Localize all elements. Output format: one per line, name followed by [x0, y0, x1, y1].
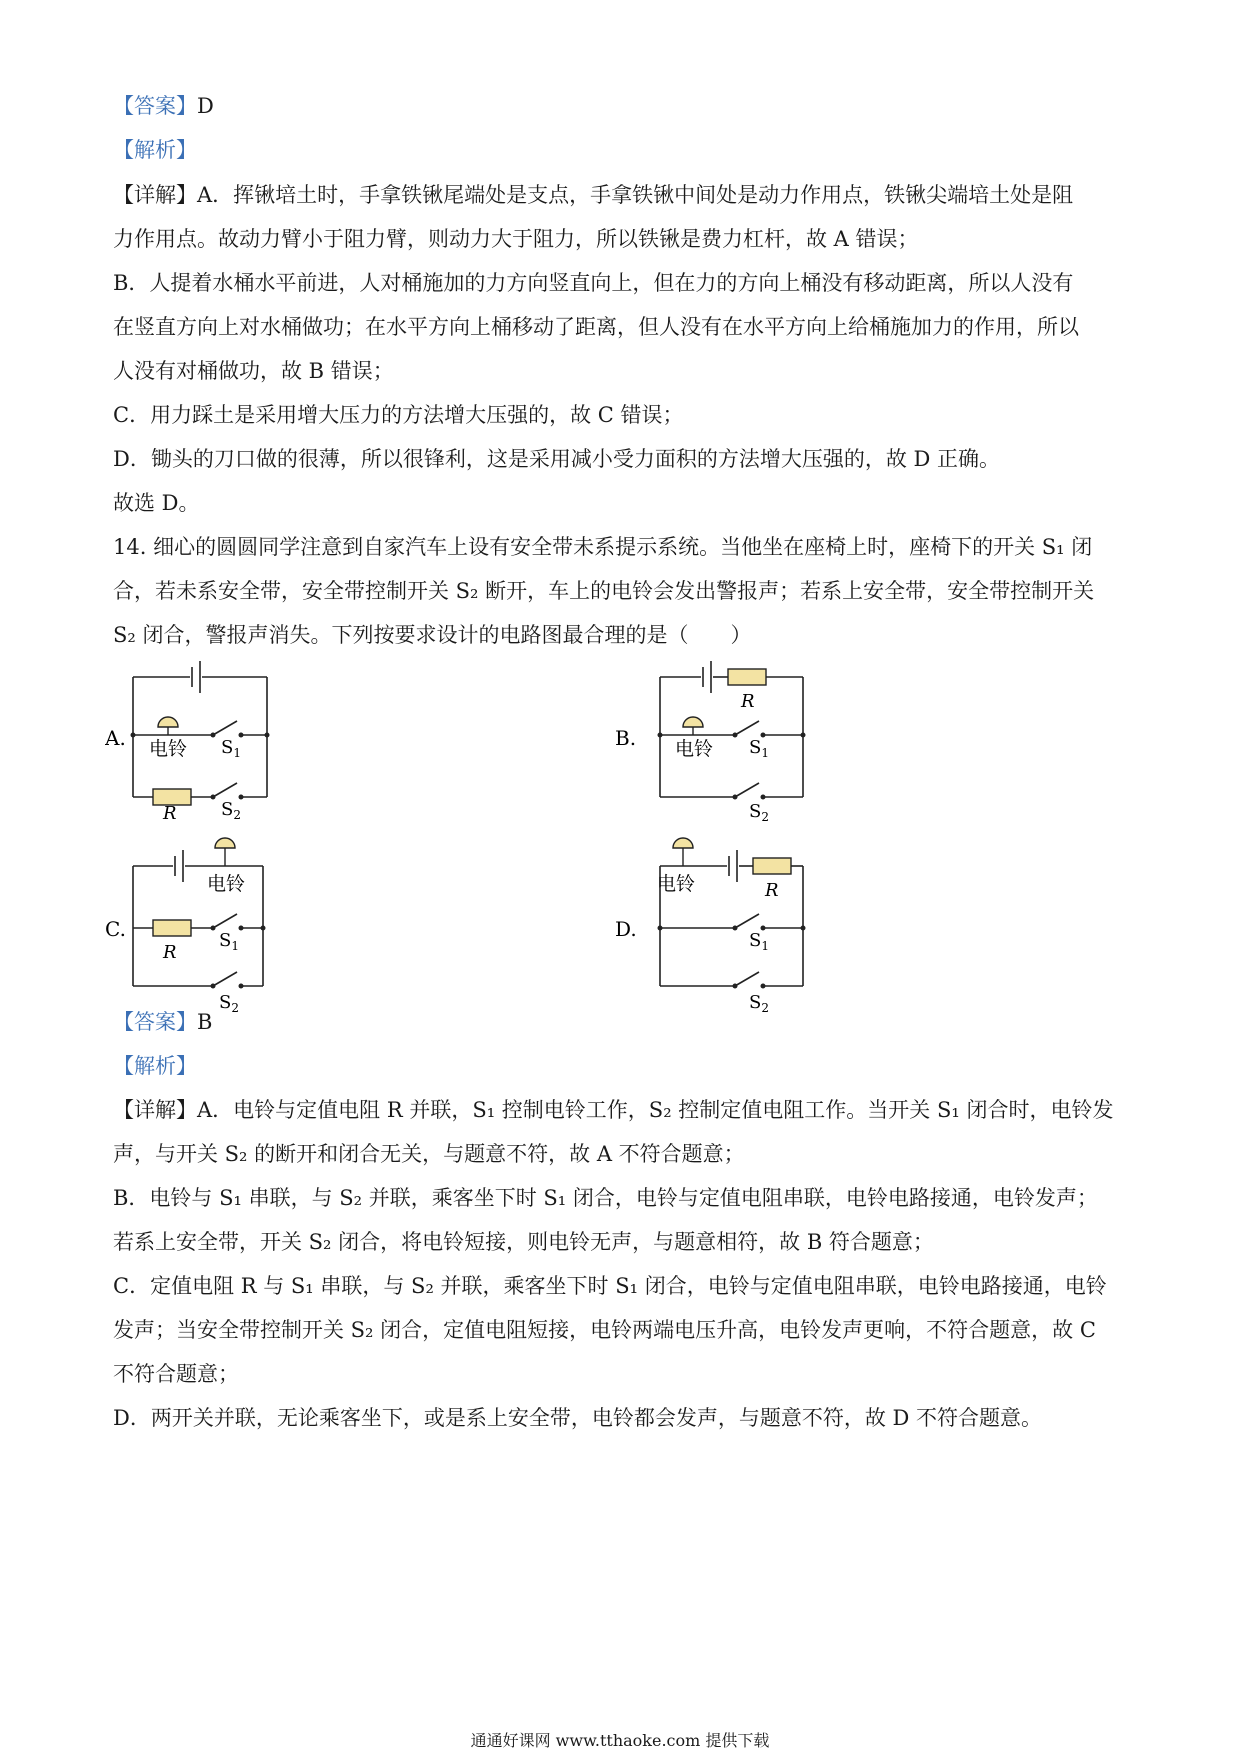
s1-label: $S_1$: [749, 930, 769, 953]
detail-line-2-1: 声，与开关 S₂ 的断开和闭合无关，与题意不符，故 A 不符合题意；: [113, 1142, 745, 1166]
bell-label: 电铃: [207, 873, 246, 895]
bell-label: 电铃: [657, 873, 696, 895]
detail-line-1-5: C．用力踩土是采用增大压力的方法增大压强的，故 C 错误；: [113, 403, 684, 427]
question-line-1: 合，若未系安全带，安全带控制开关 S₂ 断开，车上的电铃会发出警报声；若系上安全带，安全带控制开关: [113, 579, 1095, 603]
s1-label: $S_1$: [749, 737, 769, 760]
detail-tag: 【详解】: [113, 1098, 197, 1122]
detail-line-1-1: 力作用点。故动力臂小于阻力臂，则动力大于阻力，所以铁锹是费力杠杆，故 A 错误；: [113, 227, 919, 251]
circuit-diagram-a: [105, 655, 325, 845]
answer-line-1: [113, 92, 1133, 120]
detail-line-1-6: D．锄头的刀口做的很薄，所以很锋利，这是采用减小受力面积的方法增大压强的，故 D 正确。: [113, 447, 1001, 471]
circuit-diagram-b: [615, 655, 835, 845]
detail-line-2-0: [113, 1096, 1133, 1124]
analysis-tag: 【解析】: [113, 138, 197, 162]
option-label-d: D.: [615, 917, 637, 941]
analysis-line-2: [113, 1052, 1133, 1080]
resistor-icon: [153, 920, 191, 936]
bell-icon: [673, 838, 693, 848]
answer-line-2: [113, 1008, 1133, 1036]
resistor-icon: [728, 669, 766, 685]
option-label-b: B.: [615, 726, 637, 750]
bell-icon: [215, 838, 235, 848]
detail-line-1-4: 人没有对桶做功，故 B 错误；: [113, 359, 394, 383]
analysis-tag: 【解析】: [113, 1054, 197, 1078]
s2-label: $S_2$: [219, 992, 239, 1015]
option-label-c: C.: [105, 917, 126, 941]
bell-icon: [683, 717, 703, 727]
s1-label: $S_1$: [221, 737, 241, 760]
detail-line-1-7: 故选 D。: [113, 491, 200, 515]
detail-line-2-3: 若系上安全带，开关 S₂ 闭合，将电铃短接，则电铃无声，与题意相符，故 B 符合题意；: [113, 1230, 934, 1254]
resistor-label: R: [163, 942, 177, 963]
resistor-icon: [753, 858, 791, 874]
detail-line-2-6: 不符合题意；: [113, 1362, 239, 1386]
detail-line-1-3: 在竖直方向上对水桶做功；在水平方向上桶移动了距离，但人没有在水平方向上给桶施加力的作用，所以: [113, 315, 1079, 339]
s1-label: $S_1$: [219, 930, 239, 953]
detail-line-2-2: B．电铃与 S₁ 串联，与 S₂ 并联，乘客坐下时 S₁ 闭合，电铃与定值电阻串联，电铃电路接通，电铃发声；: [113, 1186, 1098, 1210]
circuit-diagram-d: [615, 828, 835, 1018]
answer-value: D: [197, 94, 214, 118]
detail-text: A．挥锹培土时，手拿铁锹尾端处是支点，手拿铁锹中间处是动力作用点，铁锹尖端培土处是阻: [197, 183, 1074, 207]
detail-line-2-4: C．定值电阻 R 与 S₁ 串联，与 S₂ 并联，乘客坐下时 S₁ 闭合，电铃与定值电阻串联，电铃电路接通，电铃: [113, 1274, 1107, 1298]
answer-tag: 【答案】: [113, 1010, 197, 1034]
detail-tag: 【详解】: [113, 183, 197, 207]
bell-icon: [158, 717, 178, 727]
answer-value: B: [197, 1010, 213, 1034]
s2-label: $S_2$: [749, 992, 769, 1015]
resistor-label: R: [765, 880, 779, 901]
detail-line-2-7: D．两开关并联，无论乘客坐下，或是系上安全带，电铃都会发声，与题意不符，故 D 不符合题意。: [113, 1406, 1043, 1430]
resistor-label: R: [741, 691, 755, 712]
detail-text: A．电铃与定值电阻 R 并联，S₁ 控制电铃工作，S₂ 控制定值电阻工作。当开关 S₁ 闭合时，电铃发: [197, 1098, 1114, 1122]
s2-label: $S_2$: [749, 801, 769, 824]
page-footer: 通通好课网 www.tthaoke.com 提供下载: [470, 1731, 770, 1750]
detail-line-1-0: [113, 181, 1133, 209]
s2-label: $S_2$: [221, 799, 241, 822]
option-label-a: A.: [105, 726, 126, 750]
resistor-label: R: [163, 803, 177, 824]
answer-tag: 【答案】: [113, 94, 197, 118]
detail-line-1-2: B．人提着水桶水平前进，人对桶施加的力方向竖直向上，但在力的方向上桶没有移动距离，所以人没有: [113, 271, 1074, 295]
bell-label: 电铃: [149, 738, 188, 760]
bell-label: 电铃: [675, 738, 714, 760]
question-line-0: 14. 细心的圆圆同学注意到自家汽车上设有安全带未系提示系统。当他坐在座椅上时，座椅下的开关 S₁ 闭: [113, 535, 1093, 559]
analysis-line-1: [113, 136, 1133, 164]
circuit-diagram-c: [105, 828, 325, 1018]
question-line-2: S₂ 闭合，警报声消失。下列按要求设计的电路图最合理的是（ ）: [113, 623, 752, 647]
detail-line-2-5: 发声；当安全带控制开关 S₂ 闭合，定值电阻短接，电铃两端电压升高，电铃发声更响，不符合题意，故 C: [113, 1318, 1096, 1342]
